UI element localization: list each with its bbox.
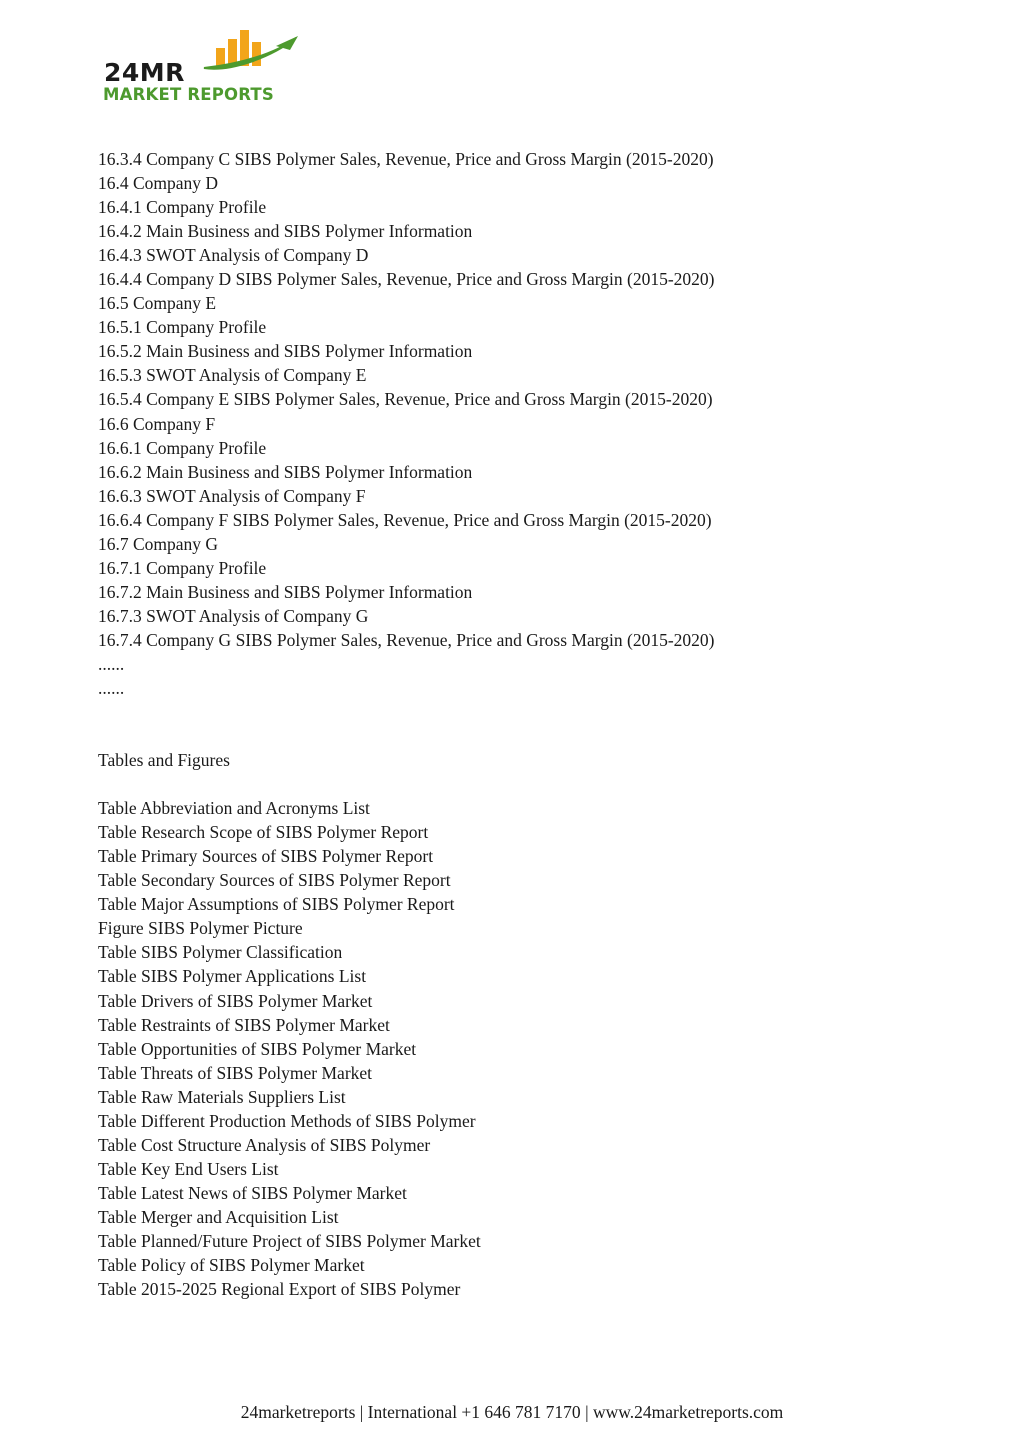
toc-line: 16.7.2 Main Business and SIBS Polymer Information xyxy=(98,581,473,602)
footer-website-link[interactable]: www.24marketreports.com xyxy=(592,1402,784,1422)
toc-ellipsis: ...... xyxy=(98,678,125,699)
toc-line: 16.7.4 Company G SIBS Polymer Sales, Revenue, Price and Gross Margin (2015-2020) xyxy=(98,629,715,650)
toc-line: 16.6.3 SWOT Analysis of Company F xyxy=(98,485,366,506)
table-entry: Table Policy of SIBS Polymer Market xyxy=(98,1255,365,1276)
tables-list xyxy=(98,796,938,1301)
toc-line: 16.4.4 Company D SIBS Polymer Sales, Revenue, Price and Gross Margin (2015-2020) xyxy=(98,269,715,290)
company-logo xyxy=(100,28,310,108)
table-entry: Table Research Scope of SIBS Polymer Report xyxy=(98,822,429,843)
footer-company: 24marketreports xyxy=(240,1402,356,1422)
table-entry: Table Key End Users List xyxy=(98,1158,279,1179)
table-entry: Table Merger and Acquisition List xyxy=(98,1206,339,1227)
footer-phone: International +1 646 781 7170 xyxy=(367,1402,581,1422)
table-entry: Table Primary Sources of SIBS Polymer Report xyxy=(98,846,434,867)
figure-entry: Figure SIBS Polymer Picture xyxy=(98,918,303,939)
table-entry: Table Latest News of SIBS Polymer Market xyxy=(98,1182,407,1203)
table-entry: Table SIBS Polymer Applications List xyxy=(98,966,367,987)
toc-line: 16.4.2 Main Business and SIBS Polymer Information xyxy=(98,221,473,242)
toc-line: 16.4 Company D xyxy=(98,173,219,194)
toc-line: 16.5 Company E xyxy=(98,293,217,314)
logo-brand-bottom: MARKET REPORTS xyxy=(103,85,274,104)
toc-line: 16.5.2 Main Business and SIBS Polymer Information xyxy=(98,341,473,362)
table-entry: Table Opportunities of SIBS Polymer Market xyxy=(98,1038,417,1059)
table-entry: Table Major Assumptions of SIBS Polymer Report xyxy=(98,894,455,915)
toc-line: 16.6.2 Main Business and SIBS Polymer Information xyxy=(98,461,473,482)
toc-line: 16.7 Company G xyxy=(98,533,219,554)
toc-list xyxy=(98,147,938,700)
document-body xyxy=(98,147,938,1301)
table-entry: Table Raw Materials Suppliers List xyxy=(98,1086,346,1107)
table-entry: Table Threats of SIBS Polymer Market xyxy=(98,1062,373,1083)
toc-line: 16.6.1 Company Profile xyxy=(98,437,267,458)
table-entry: Table 2015-2025 Regional Export of SIBS Polymer xyxy=(98,1279,461,1300)
tables-heading: Tables and Figures xyxy=(98,750,230,771)
table-entry: Table Different Production Methods of SIBS Polymer xyxy=(98,1110,476,1131)
toc-line: 16.7.3 SWOT Analysis of Company G xyxy=(98,605,369,626)
table-entry: Table Drivers of SIBS Polymer Market xyxy=(98,990,373,1011)
table-entry: Table Restraints of SIBS Polymer Market xyxy=(98,1014,390,1035)
footer-separator: | xyxy=(355,1402,368,1422)
page-footer xyxy=(0,1401,1024,1423)
toc-line: 16.7.1 Company Profile xyxy=(98,557,267,578)
toc-line: 16.4.3 SWOT Analysis of Company D xyxy=(98,245,369,266)
toc-line: 16.5.1 Company Profile xyxy=(98,317,267,338)
table-entry: Table Abbreviation and Acronyms List xyxy=(98,798,370,819)
table-entry: Table SIBS Polymer Classification xyxy=(98,942,343,963)
logo-brand-top: 24MR xyxy=(104,58,185,87)
toc-line: 16.6 Company F xyxy=(98,413,216,434)
toc-line: 16.3.4 Company C SIBS Polymer Sales, Revenue, Price and Gross Margin (2015-2020) xyxy=(98,149,714,169)
table-entry: Table Secondary Sources of SIBS Polymer Report xyxy=(98,870,451,891)
toc-line: 16.5.3 SWOT Analysis of Company E xyxy=(98,365,367,386)
toc-line: 16.5.4 Company E SIBS Polymer Sales, Revenue, Price and Gross Margin (2015-2020) xyxy=(98,389,713,410)
table-entry: Table Planned/Future Project of SIBS Polymer Market xyxy=(98,1230,481,1251)
toc-line: 16.4.1 Company Profile xyxy=(98,197,267,218)
toc-ellipsis: ...... xyxy=(98,653,125,674)
toc-line: 16.6.4 Company F SIBS Polymer Sales, Revenue, Price and Gross Margin (2015-2020) xyxy=(98,509,712,530)
footer-separator: | xyxy=(580,1402,593,1422)
table-entry: Table Cost Structure Analysis of SIBS Polymer xyxy=(98,1134,431,1155)
